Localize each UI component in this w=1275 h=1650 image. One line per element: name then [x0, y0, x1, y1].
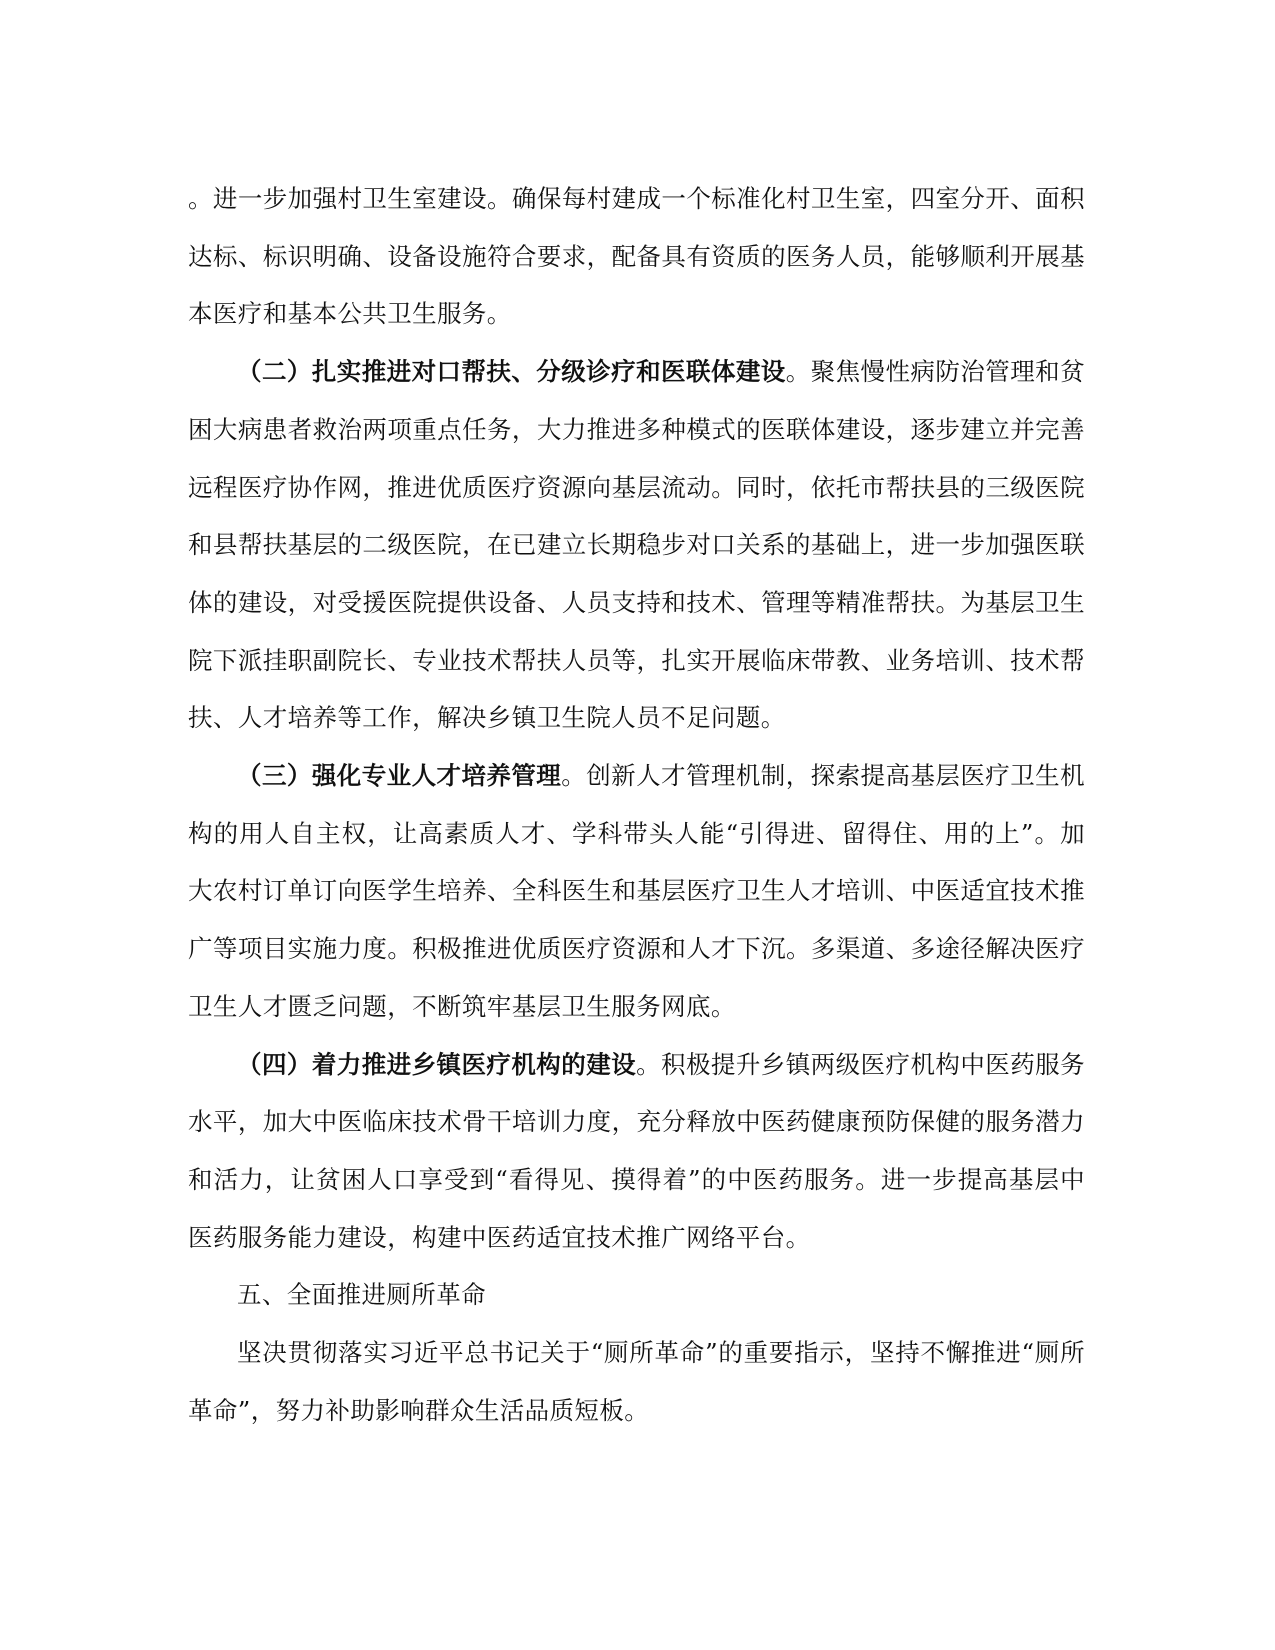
paragraph-township-institutions	[188, 1036, 1085, 1267]
section-heading-3: （三）强化专业人才培养管理	[237, 761, 562, 791]
paragraph-text: 。进一步加强村卫生室建设。确保每村建成一个标准化村卫生室，四室分开、面积达标、标识明确、设备设施符合要求，配备具有资质的医务人员，能够顺利开展基本医疗和基本公共卫生服务。	[188, 184, 1085, 329]
paragraph-talent-training	[188, 747, 1085, 1036]
document-body	[188, 170, 1085, 1439]
section-title-toilet-revolution	[188, 1266, 1085, 1324]
paragraph-toilet-revolution	[188, 1324, 1085, 1439]
paragraph-village-clinic	[188, 170, 1085, 343]
section-heading-4: （四）着力推进乡镇医疗机构的建设	[237, 1049, 637, 1079]
paragraph-medical-alliance	[188, 343, 1085, 747]
paragraph-text: 坚决贯彻落实习近平总书记关于“厕所革命”的重要指示，坚持不懈推进“厕所革命”，努力补助影响群众生活品质短板。	[188, 1338, 1085, 1425]
section-title-text: 五、全面推进厕所革命	[237, 1280, 486, 1310]
paragraph-text: 。积极提升乡镇两级医疗机构中医药服务水平，加大中医临床技术骨干培训力度，充分释放中医药健康预防保健的服务潜力和活力，让贫困人口享受到“看得见、摸得着”的中医药服务。进一步提高基层中医药服务能力建设，构建中医药适宜技术推广网络平台。	[188, 1049, 1085, 1252]
paragraph-text: 。创新人才管理机制，探索提高基层医疗卫生机构的用人自主权，让高素质人才、学科带头人能“引得进、留得住、用的上”。加大农村订单订向医学生培养、全科医生和基层医疗卫生人才培训、中医适宜技术推广等项目实施力度。积极推进优质医疗资源和人才下沉。多渠道、多途径解决医疗卫生人才匮乏问题，不断筑牢基层卫生服务网底。	[188, 761, 1085, 1021]
paragraph-text: 。聚焦慢性病防治管理和贫困大病患者救治两项重点任务，大力推进多种模式的医联体建设，逐步建立并完善远程医疗协作网，推进优质医疗资源向基层流动。同时，依托市帮扶县的三级医院和县帮扶基层的二级医院，在已建立长期稳步对口关系的基础上，进一步加强医联体的建设，对受援医院提供设备、人员支持和技术、管理等精准帮扶。为基层卫生院下派挂职副院长、专业技术帮扶人员等，扎实开展临床带教、业务培训、技术帮扶、人才培养等工作，解决乡镇卫生院人员不足问题。	[188, 357, 1085, 733]
section-heading-2: （二）扎实推进对口帮扶、分级诊疗和医联体建设	[237, 357, 786, 387]
